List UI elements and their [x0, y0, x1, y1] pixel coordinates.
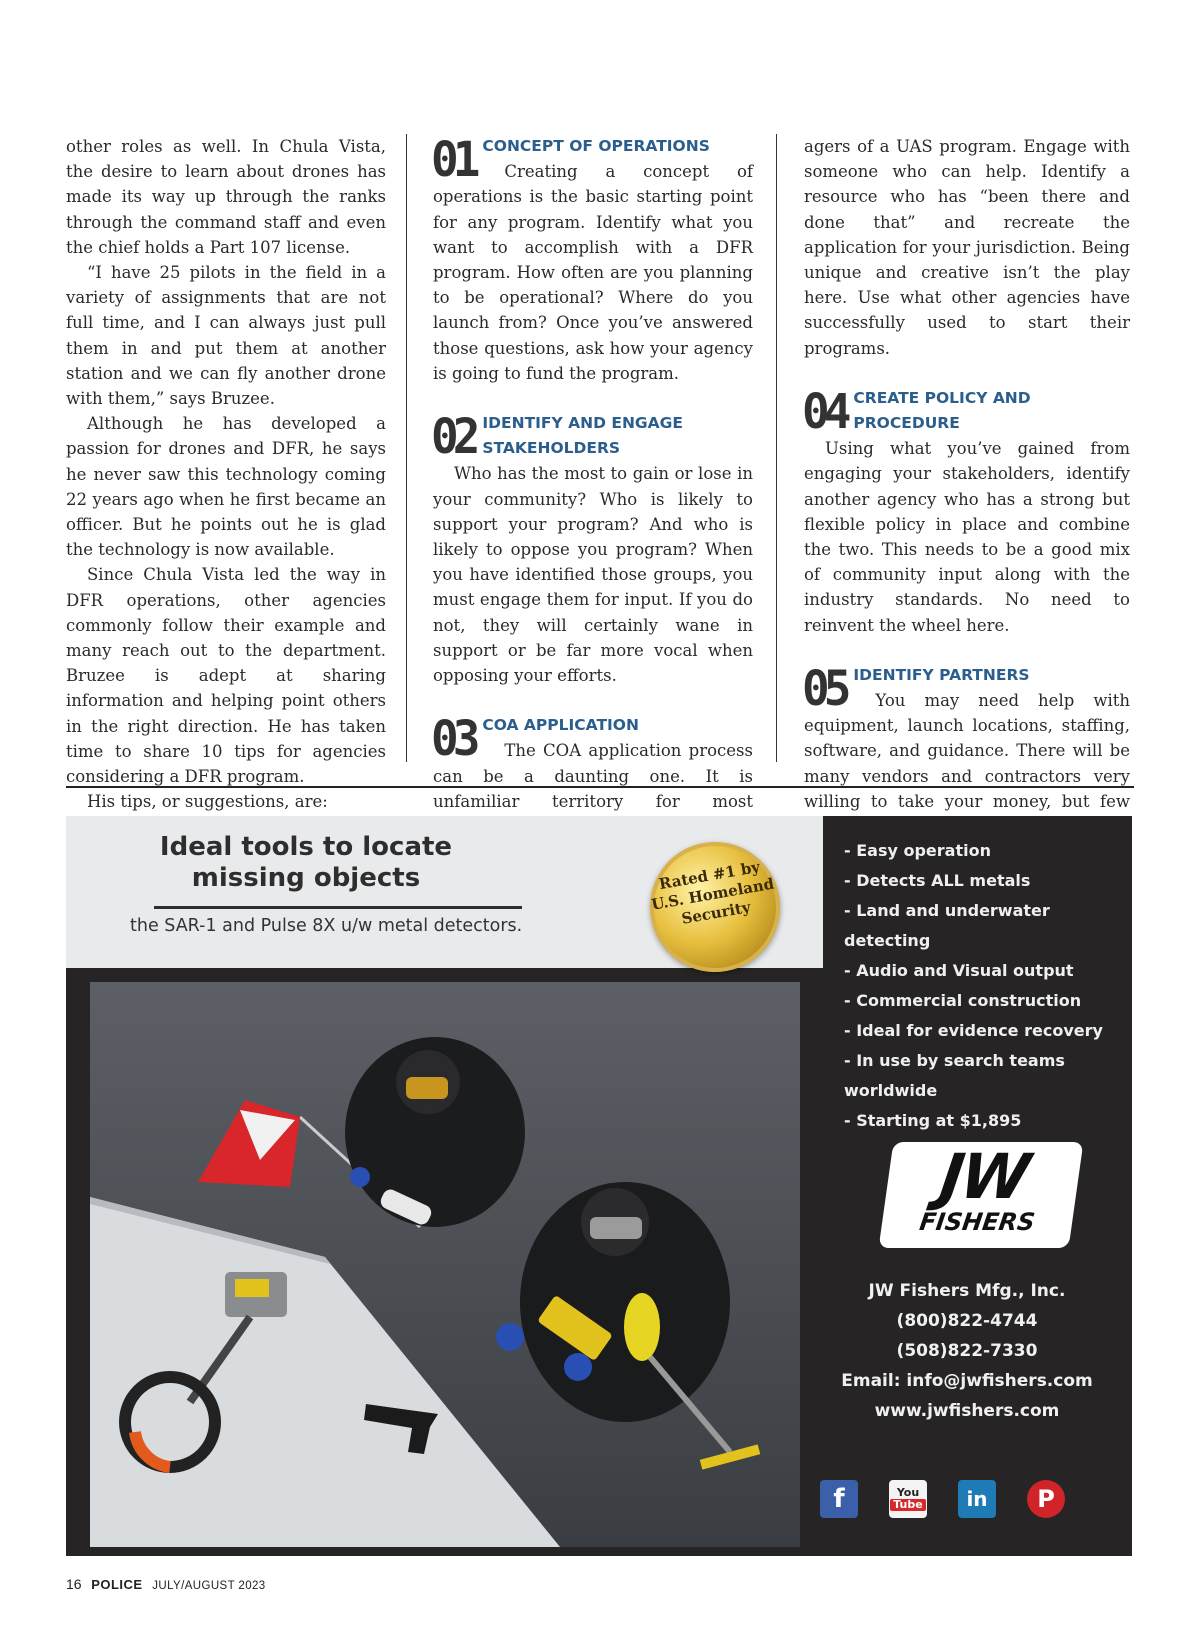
advertisement[interactable]	[66, 816, 1132, 1556]
tip-text: You may need help with equipment, launch locations, staffing, software, and guidance. There will be many vendors and contractors very willing to take your money, but few	[804, 691, 1130, 811]
contact-block	[812, 1276, 1122, 1426]
tip-05	[802, 659, 1130, 839]
tip-heading: IDENTIFY PARTNERS	[853, 665, 1030, 684]
section-rule	[66, 786, 1134, 788]
jw-fishers-logo	[879, 1142, 1084, 1248]
facebook-icon[interactable]: f	[820, 1480, 858, 1518]
feature-item: - Land and underwater detecting	[844, 901, 1050, 950]
feature-item: - Commercial construction	[844, 991, 1082, 1010]
tip-text: The COA application process can be a daunting one. It is unfamiliar territory for most	[433, 741, 753, 811]
gold-seal-icon	[640, 832, 791, 983]
divers-photo	[90, 982, 800, 1547]
company-name: JW Fishers Mfg., Inc.	[868, 1281, 1066, 1301]
email-link[interactable]: Email: info@jwfishers.com	[841, 1371, 1093, 1391]
youtube-icon[interactable]: You Tube	[889, 1480, 927, 1518]
tip-text: Who has the most to gain or lose in your community? Who is likely to support your program? And who is likely to oppose you program? When you have identified those groups, you must engage them for input. If you do not, they will certainly wane in support or be far more vocal when opposing your efforts.	[433, 464, 753, 686]
phone-2[interactable]: (508)822-7330	[896, 1341, 1038, 1361]
paragraph: “I have 25 pilots in the field in a variety of assignments that are not full time, and I can always just pull them in and put them at another station and we can fly another drone with them,” says Bruzee.	[66, 263, 386, 409]
tip-number: 05	[802, 659, 846, 717]
website-link[interactable]: www.jwfishers.com	[874, 1401, 1060, 1421]
tip-04	[802, 382, 1130, 638]
linkedin-icon[interactable]: in	[958, 1480, 996, 1518]
issue-date: JULY/AUGUST 2023	[152, 1580, 266, 1592]
tip-number: 01	[431, 130, 475, 188]
column-divider	[406, 134, 407, 762]
page-number: 16	[66, 1576, 82, 1592]
ad-divider	[154, 906, 522, 909]
tip-02	[431, 407, 753, 688]
article-column-3	[804, 134, 1130, 839]
divers-photo-illustration	[90, 982, 800, 1547]
paragraph: Since Chula Vista led the way in DFR operations, other agencies commonly follow their example and many reach out to the department. Bruzee is adept at sharing information and helping point others in the right direction. He has taken time to share 10 tips for agencies considering a DFR program.	[66, 565, 386, 787]
feature-list	[844, 836, 1132, 1136]
feature-item: - Audio and Visual output	[844, 961, 1074, 980]
magazine-name: POLICE	[91, 1577, 143, 1592]
tip-number: 04	[802, 382, 846, 440]
ad-subhead: the SAR-1 and Pulse 8X u/w metal detectors.	[130, 916, 523, 936]
tip-heading: COA APPLICATION	[482, 716, 639, 735]
tip-heading: CONCEPT OF OPERATIONS	[482, 137, 710, 155]
article-column-1	[66, 134, 386, 814]
tip-01	[431, 130, 753, 386]
logo-fishers: FISHERS	[917, 1208, 1037, 1236]
feature-item: - In use by search teams worldwide	[844, 1051, 1065, 1100]
tip-heading: CREATE POLICY AND PROCEDURE	[853, 388, 1031, 433]
paragraph: agers of a UAS program. Engage with someone who can help. Identify a resource who has “been there and done that” and recreate the application for your jurisdiction. Being unique and creative isn’t the play here. Use what other agencies have successfully used to start their programs.	[804, 137, 1130, 358]
tip-text: Creating a concept of operations is the basic starting point for any program. Identify what you want to accomplish with a DFR program. How often are you planning to be operational? Where do you launch from? Once you’ve answered those questions, ask how your agency is going to fund the program.	[433, 162, 753, 383]
phone-1[interactable]: (800)822-4744	[896, 1311, 1038, 1331]
page-footer	[66, 1576, 266, 1592]
feature-item: - Easy operation	[844, 841, 991, 860]
ad-headline: Ideal tools to locate missing objects	[159, 832, 453, 893]
feature-item: - Detects ALL metals	[844, 871, 1031, 890]
seal-text: Rated #1 by U.S. Homeland Security	[650, 857, 776, 928]
paragraph: His tips, or suggestions, are:	[87, 792, 328, 812]
tip-text: Using what you’ve gained from engaging your stakeholders, identify another agency who has a strong but flexible policy in place and combine the two. This needs to be a good mix of community input along with the industry standards. No need to reinvent the wheel here.	[804, 439, 1130, 635]
tip-number: 02	[431, 407, 475, 465]
feature-item: - Starting at $1,895	[844, 1111, 1022, 1130]
tip-heading: IDENTIFY AND ENGAGE STAKEHOLDERS	[482, 414, 683, 458]
ad-header-panel	[66, 816, 823, 968]
feature-item: - Ideal for evidence recovery	[844, 1021, 1103, 1040]
pinterest-icon[interactable]: P	[1027, 1480, 1065, 1518]
logo-jw: JW	[935, 1140, 1032, 1213]
tip-number: 03	[431, 709, 475, 767]
article-column-2	[431, 130, 753, 839]
paragraph: Although he has developed a passion for drones and DFR, he says he never saw this technology coming 22 years ago when he first became an officer. But he points out he is glad the technology is now available.	[66, 414, 386, 560]
column-divider	[776, 134, 777, 762]
paragraph: other roles as well. In Chula Vista, the desire to learn about drones has made its way up through the ranks through the command staff and even the chief holds a Part 107 license.	[66, 137, 386, 257]
